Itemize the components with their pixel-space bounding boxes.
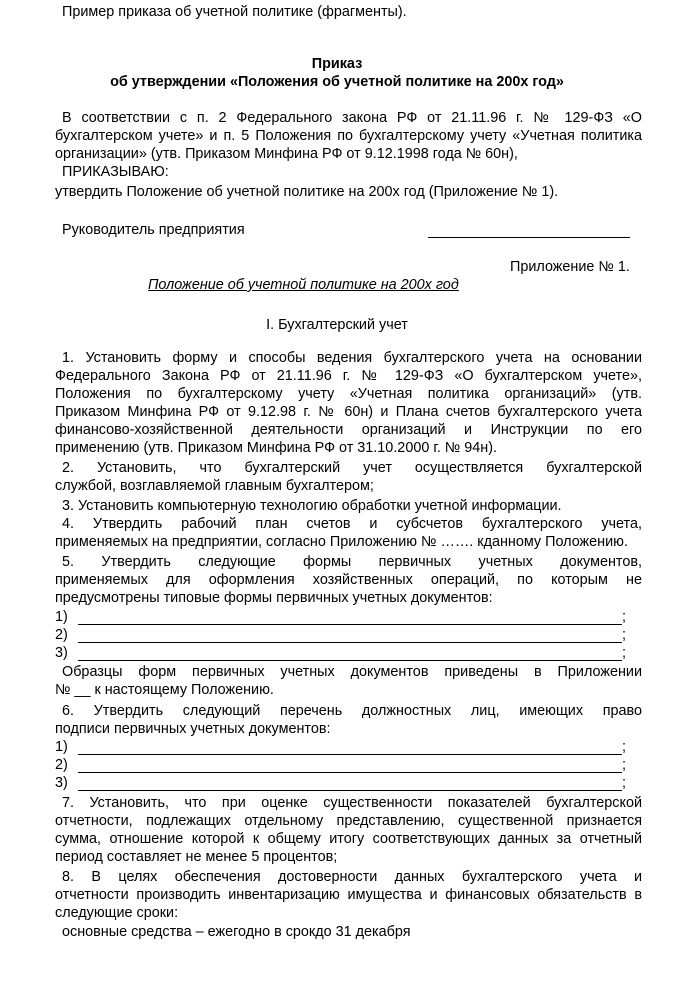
blank-separator: ; [622, 645, 626, 661]
blank-line [78, 642, 622, 643]
item-1-line: Положения по бухгалтерскому учету «Учетная политика организаций» (утв. [55, 386, 642, 402]
item-4-line: применяемых на предприятии, согласно Приложению № ……. кданному Положению. [55, 534, 628, 550]
item-6-line: 6. Утвердить следующий перечень должностных лиц, имеющих право [62, 703, 642, 719]
blank-number: 1) [55, 739, 68, 755]
item-8-line: 8. В целях обеспечения достоверности данных бухгалтерского учета и [62, 869, 642, 885]
blank-number: 2) [55, 627, 68, 643]
header-note: Пример приказа об учетной политике (фрагменты). [62, 4, 407, 20]
blank-line [78, 772, 622, 773]
blank-line [78, 790, 622, 791]
signature-line [428, 237, 630, 238]
item-3: 3. Установить компьютерную технологию обработки учетной информации. [62, 498, 562, 514]
preamble-line: бухгалтерском учете» и п. 5 Положения по бухгалтерскому учету «Учетная политика [55, 128, 642, 144]
item-8-first-term: основные средства – ежегодно в срокдо 31 декабря [62, 924, 411, 940]
item-7-line: отчетности, подлежащих отдельному представлению, существенной признается [55, 813, 642, 829]
item-1-line: 1. Установить форму и способы ведения бухгалтерского учета на основании [62, 350, 642, 366]
item-5-line: применяемых для оформления хозяйственных операций, по которым не [55, 572, 642, 588]
item-4-line: 4. Утвердить рабочий план счетов и субсчетов бухгалтерского учета, [62, 516, 642, 532]
item-5-note-line: Образцы форм первичных учетных документов приведены в Приложении [62, 664, 642, 680]
appendix-label: Приложение № 1. [510, 259, 630, 275]
section-title: I. Бухгалтерский учет [266, 317, 408, 333]
item-1-line: Федерального Закона РФ от 21.11.96 г. № 129-ФЗ «О бухгалтерском учете», [55, 368, 642, 384]
item-8-line: следующие сроки: [55, 905, 179, 921]
item-1-line: финансово-хозяйственной деятельности организаций и Инструкции по его [55, 422, 642, 438]
preamble-line: организации» (утв. Приказом Минфина РФ от 9.12.1998 года № 60н), [55, 146, 518, 162]
signature-label: Руководитель предприятия [62, 222, 245, 238]
appendix-title: Положение об учетной политике на 200х год [148, 277, 459, 293]
blank-separator: ; [622, 739, 626, 755]
blank-number: 3) [55, 645, 68, 661]
item-7-line: период составляет не менее 5 процентов; [55, 849, 338, 865]
blank-line [78, 624, 622, 625]
order-decision: утвердить Положение об учетной политике на 200х год (Приложение № 1). [55, 184, 559, 200]
blank-separator: ; [622, 775, 626, 791]
blank-line [78, 660, 622, 661]
item-1-line: применению (утв. Приказом Минфина РФ от 31.10.2000 г. № 94н). [55, 440, 497, 456]
item-2-line: 2. Установить, что бухгалтерский учет осуществляется бухгалтерской [62, 460, 642, 476]
blank-separator: ; [622, 609, 626, 625]
item-5-line: 5. Утвердить следующие формы первичных учетных документов, [62, 554, 642, 570]
blank-number: 3) [55, 775, 68, 791]
blank-separator: ; [622, 757, 626, 773]
item-7-line: 7. Установить, что при оценке существенности показателей бухгалтерской [62, 795, 642, 811]
blank-line [78, 754, 622, 755]
item-7-line: сумма, отношение которой к общему итогу соответствующих данных за отчетный [55, 831, 642, 847]
item-5-line: предусмотрены типовые формы первичных учетных документов: [55, 590, 493, 606]
blank-number: 1) [55, 609, 68, 625]
preamble-line: В соответствии с п. 2 Федерального закона РФ от 21.11.96 г. № 129-ФЗ «О [62, 110, 642, 126]
order-subtitle: об утверждении «Положения об учетной политике на 200х год» [110, 74, 564, 90]
order-word: ПРИКАЗЫВАЮ: [62, 164, 169, 180]
item-2-line: службой, возглавляемой главным бухгалтером; [55, 478, 374, 494]
item-8-line: отчетности производить инвентаризацию имущества и финансовых обязательств в [55, 887, 642, 903]
item-5-note-line: № __ к настоящему Положению. [55, 682, 274, 698]
blank-number: 2) [55, 757, 68, 773]
order-title: Приказ [311, 56, 363, 72]
item-1-line: Приказом Минфина РФ от 9.12.98 г. № 60н) и Плана счетов бухгалтерского учета [55, 404, 642, 420]
blank-separator: ; [622, 627, 626, 643]
item-6-line: подписи первичных учетных документов: [55, 721, 331, 737]
